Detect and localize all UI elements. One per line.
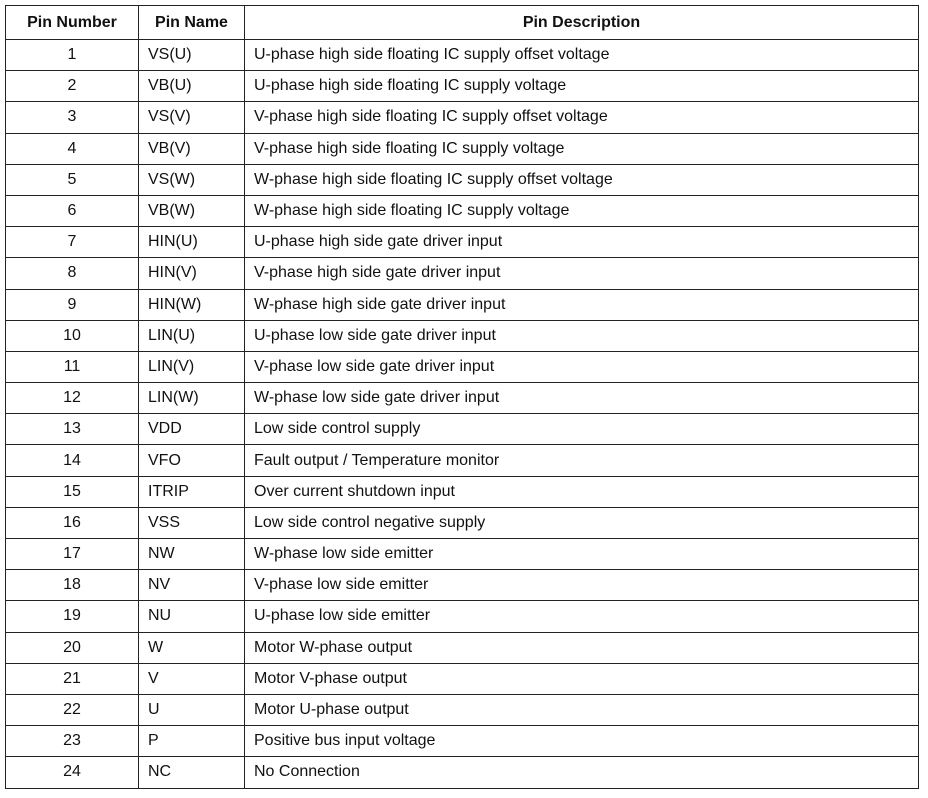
table-row-pin-23 (6, 726, 919, 757)
table-row-pin-8 (6, 258, 919, 289)
pin-description-cell: U-phase low side emitter (245, 601, 919, 632)
pin-name-cell: VDD (139, 414, 245, 445)
table-row-pin-7 (6, 227, 919, 258)
pin-number-cell: 12 (6, 383, 139, 414)
pin-number-cell: 4 (6, 133, 139, 164)
pin-name-cell: HIN(U) (139, 227, 245, 258)
table-row-pin-16 (6, 507, 919, 538)
pin-name-cell: P (139, 726, 245, 757)
table-row-pin-14 (6, 445, 919, 476)
table-row-pin-6 (6, 195, 919, 226)
table-row-pin-5 (6, 164, 919, 195)
pin-description-cell: U-phase low side gate driver input (245, 320, 919, 351)
pin-number-cell: 2 (6, 71, 139, 102)
pin-name-cell: VS(W) (139, 164, 245, 195)
pin-name-cell: NC (139, 757, 245, 788)
pin-name-cell: V (139, 663, 245, 694)
pin-number-cell: 6 (6, 195, 139, 226)
pin-description-cell: V-phase low side gate driver input (245, 351, 919, 382)
table-row-pin-15 (6, 476, 919, 507)
pin-name-cell: VSS (139, 507, 245, 538)
pin-description-cell: Motor U-phase output (245, 694, 919, 725)
pin-description-cell: Motor V-phase output (245, 663, 919, 694)
header-pin-number: Pin Number (6, 6, 139, 40)
pin-name-cell: VB(W) (139, 195, 245, 226)
pin-name-cell: NW (139, 539, 245, 570)
pin-description-cell: Low side control negative supply (245, 507, 919, 538)
pin-description-cell: U-phase high side floating IC supply voltage (245, 71, 919, 102)
pin-description-cell: W-phase high side floating IC supply offset voltage (245, 164, 919, 195)
pin-description-cell: V-phase low side emitter (245, 570, 919, 601)
table-row-pin-24 (6, 757, 919, 788)
pin-description-cell: W-phase high side floating IC supply voltage (245, 195, 919, 226)
table-row-pin-11 (6, 351, 919, 382)
header-row (6, 6, 919, 40)
pin-description-cell: Motor W-phase output (245, 632, 919, 663)
pin-name-cell: U (139, 694, 245, 725)
pin-number-cell: 16 (6, 507, 139, 538)
pin-description-cell: V-phase high side floating IC supply offset voltage (245, 102, 919, 133)
pin-number-cell: 13 (6, 414, 139, 445)
pin-description-cell: W-phase low side emitter (245, 539, 919, 570)
pin-name-cell: HIN(W) (139, 289, 245, 320)
pin-number-cell: 7 (6, 227, 139, 258)
table-row-pin-13 (6, 414, 919, 445)
pin-description-cell: U-phase high side gate driver input (245, 227, 919, 258)
table-row-pin-4 (6, 133, 919, 164)
pin-name-cell: LIN(V) (139, 351, 245, 382)
table-row-pin-1 (6, 40, 919, 71)
pin-number-cell: 1 (6, 40, 139, 71)
table-row-pin-20 (6, 632, 919, 663)
pin-table-header (6, 6, 919, 40)
header-pin-description: Pin Description (245, 6, 919, 40)
pin-number-cell: 5 (6, 164, 139, 195)
table-row-pin-9 (6, 289, 919, 320)
pin-name-cell: VB(V) (139, 133, 245, 164)
table-row-pin-17 (6, 539, 919, 570)
pin-name-cell: W (139, 632, 245, 663)
pin-name-cell: HIN(V) (139, 258, 245, 289)
pin-description-cell: V-phase high side gate driver input (245, 258, 919, 289)
table-row-pin-21 (6, 663, 919, 694)
pin-number-cell: 14 (6, 445, 139, 476)
pin-number-cell: 23 (6, 726, 139, 757)
pin-description-cell: W-phase low side gate driver input (245, 383, 919, 414)
table-row-pin-22 (6, 694, 919, 725)
pin-number-cell: 24 (6, 757, 139, 788)
header-pin-name: Pin Name (139, 6, 245, 40)
pin-description-cell: V-phase high side floating IC supply voltage (245, 133, 919, 164)
table-row-pin-12 (6, 383, 919, 414)
pin-name-cell: VS(U) (139, 40, 245, 71)
pin-number-cell: 11 (6, 351, 139, 382)
pin-description-cell: Fault output / Temperature monitor (245, 445, 919, 476)
pin-name-cell: ITRIP (139, 476, 245, 507)
pin-number-cell: 18 (6, 570, 139, 601)
pin-number-cell: 21 (6, 663, 139, 694)
pin-number-cell: 22 (6, 694, 139, 725)
table-row-pin-19 (6, 601, 919, 632)
pin-description-cell: U-phase high side floating IC supply offset voltage (245, 40, 919, 71)
table-row-pin-2 (6, 71, 919, 102)
pin-name-cell: VFO (139, 445, 245, 476)
pin-number-cell: 8 (6, 258, 139, 289)
pin-description-cell: Over current shutdown input (245, 476, 919, 507)
pin-name-cell: LIN(W) (139, 383, 245, 414)
pin-description-cell: Low side control supply (245, 414, 919, 445)
pin-description-cell: No Connection (245, 757, 919, 788)
pin-number-cell: 9 (6, 289, 139, 320)
pin-name-cell: NU (139, 601, 245, 632)
pin-number-cell: 15 (6, 476, 139, 507)
pin-number-cell: 20 (6, 632, 139, 663)
pin-name-cell: VB(U) (139, 71, 245, 102)
pin-number-cell: 17 (6, 539, 139, 570)
table-row-pin-3 (6, 102, 919, 133)
pin-name-cell: LIN(U) (139, 320, 245, 351)
table-row-pin-10 (6, 320, 919, 351)
pin-table-body (6, 40, 919, 789)
pin-description-cell: Positive bus input voltage (245, 726, 919, 757)
pin-number-cell: 10 (6, 320, 139, 351)
pin-table-container (5, 5, 919, 789)
pin-number-cell: 3 (6, 102, 139, 133)
pin-name-cell: NV (139, 570, 245, 601)
pin-table (5, 5, 919, 789)
pin-description-cell: W-phase high side gate driver input (245, 289, 919, 320)
pin-number-cell: 19 (6, 601, 139, 632)
table-row-pin-18 (6, 570, 919, 601)
pin-name-cell: VS(V) (139, 102, 245, 133)
